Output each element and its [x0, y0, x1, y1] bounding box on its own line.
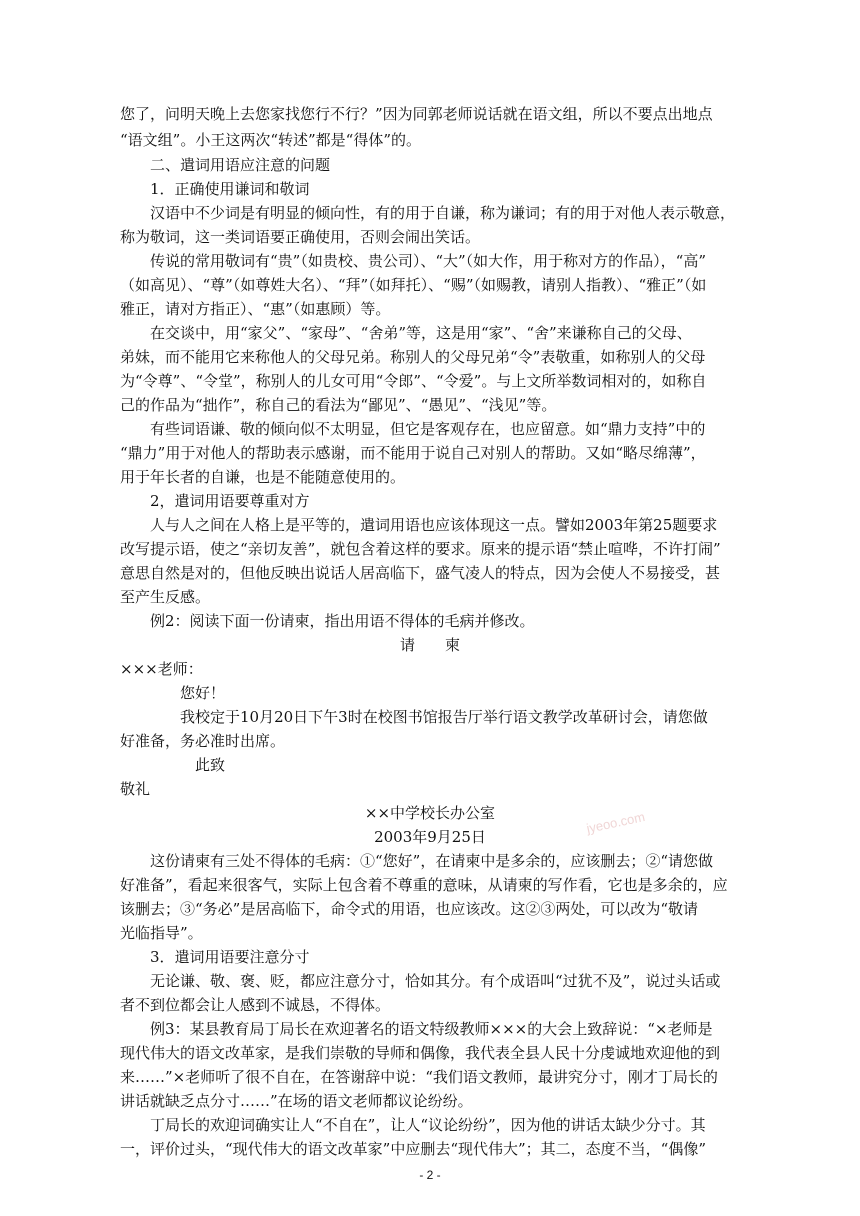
text-line: 无论谦、敬、褒、贬，都应注意分寸，恰如其分。有个成语叫“过犹不及”，说过头话或	[120, 972, 721, 990]
subsection-heading: 2，遣词用语要尊重对方	[120, 492, 310, 510]
subsection-heading: 1．正确使用谦词和敬词	[120, 180, 310, 198]
text-line: 传说的常用敬词有“贵”（如贵校、贵公司）、“大”（如大作，用于称对方的作品），“高”	[120, 252, 707, 270]
text-line: “语文组”。小王这两次“转述”都是“得体”的。	[120, 131, 422, 149]
invitation-greeting: 您好！	[120, 684, 226, 702]
text-line: 在交谈中，用“家父”、“家母”、“舍弟”等，这是用“家”、“舍”来谦称自己的父母、	[120, 324, 692, 342]
text-line: 称为敬词，这一类词语要正确使用，否则会闹出笑话。	[120, 228, 481, 246]
text-line: （如高见）、“尊”（如尊姓大名）、“拜”（如拜托）、“赐”（如赐教，请别人指教）、“雅正”（如	[120, 276, 707, 294]
text-line: 者不到位都会让人感到不诚恳，不得体。	[120, 996, 391, 1014]
text-line: 改写提示语，使之“亲切友善”，就包含着这样的要求。原来的提示语“禁止喧哗，不许打闹”	[120, 540, 721, 558]
invitation-body: 我校定于10月20日下午3时在校图书馆报告厅举行语文教学改革研讨会，请您做	[120, 708, 708, 726]
watermark: jyeoo.com	[585, 809, 647, 836]
text-line: 一，评价过头，“现代伟大的语文改革家”中应删去“现代伟大”；其二，态度不当，“偶像”	[120, 1140, 707, 1158]
text-line: 讲话就缺乏点分寸……”在场的语文老师都议论纷纷。	[120, 1092, 473, 1110]
invitation-date: 2003年9月25日	[374, 828, 486, 846]
text-line: 为“令尊”、“令堂”，称别人的儿女可用“令郎”、“令爱”。与上文所举数词相对的，如称自	[120, 372, 707, 390]
text-line: 人与人之间在人格上是平等的，遣词用语也应该体现这一点。譬如2003年第25题要求	[120, 516, 718, 534]
text-line: 己的作品为“拙作”，称自己的看法为“鄙见”、“愚见”、“浅见”等。	[120, 396, 557, 414]
text-line: 好准备”，看起来很客气，实际上包含着不尊重的意味，从请柬的写作看，它也是多余的，应	[120, 876, 728, 894]
invitation-body: 好准备，务必准时出席。	[120, 732, 286, 750]
text-line: 光临指导”。	[120, 924, 203, 942]
text-line: 意思自然是对的，但他反映出说话人居高临下，盛气凌人的特点，因为会使人不易接受，甚	[120, 564, 721, 582]
text-line: 有些词语谦、敬的倾向似不太明显，但它是客观存在，也应留意。如“鼎力支持”中的	[120, 420, 706, 438]
example-heading: 例2：阅读下面一份请柬，指出用语不得体的毛病并修改。	[120, 612, 535, 630]
text-line: 汉语中不少词是有明显的倾向性，有的用于自谦，称为谦词；有的用于对他人表示敬意，	[120, 204, 736, 222]
text-line: 该删去；③“务必”是居高临下，命令式的用语，也应该改。这②③两处，可以改为“敬请	[120, 900, 699, 918]
text-line: 至产生反感。	[120, 588, 211, 606]
text-line: 雅正，请对方指正）、“惠”（如惠顾）等。	[120, 300, 391, 318]
text-line: 用于年长者的自谦，也是不能随意使用的。	[120, 468, 406, 486]
subsection-heading: 3．遣词用语要注意分寸	[120, 948, 310, 966]
page-number: - 2 -	[419, 1168, 441, 1182]
example-heading: 例3：某县教育局丁局长在欢迎著名的语文特级教师×××的大会上致辞说：“×老师是	[120, 1020, 713, 1038]
invitation-salutation: ×××老师：	[120, 660, 203, 678]
text-line: 弟妹，而不能用它来称他人的父母兄弟。称别人的父母兄弟“令”表敬重，如称别人的父母	[120, 348, 706, 366]
invitation-title: 请 柬	[399, 636, 460, 654]
text-line: 这份请柬有三处不得体的毛病：①“您好”，在请柬中是多余的，应该删去；②“请您做	[120, 852, 714, 870]
text-line: 现代伟大的语文改革家，是我们崇敬的导师和偶像，我代表全县人民十分虔诚地欢迎他的到	[120, 1044, 721, 1062]
invitation-signature: ××中学校长办公室	[364, 804, 496, 822]
text-line: 丁局长的欢迎词确实让人“不自在”，让人“议论纷纷”，因为他的讲话太缺少分寸。其	[120, 1116, 706, 1134]
text-line: “鼎力”用于对他人的帮助表示感谢，而不能用于说自己对别人的帮助。又如“略尽绵薄”，	[120, 444, 706, 462]
section-heading: 二、遣词用语应注意的问题	[120, 156, 331, 174]
invitation-closing: 敬礼	[120, 780, 151, 798]
text-line: 您了，问明天晚上去您家找您行不行？”因为同郭老师说话就在语文组，所以不要点出地点	[120, 105, 713, 123]
invitation-closing: 此致	[120, 756, 226, 774]
text-line: 来……”×老师听了很不自在，在答谢辞中说：“我们语文教师，最讲究分寸，刚才丁局长的	[120, 1068, 718, 1086]
